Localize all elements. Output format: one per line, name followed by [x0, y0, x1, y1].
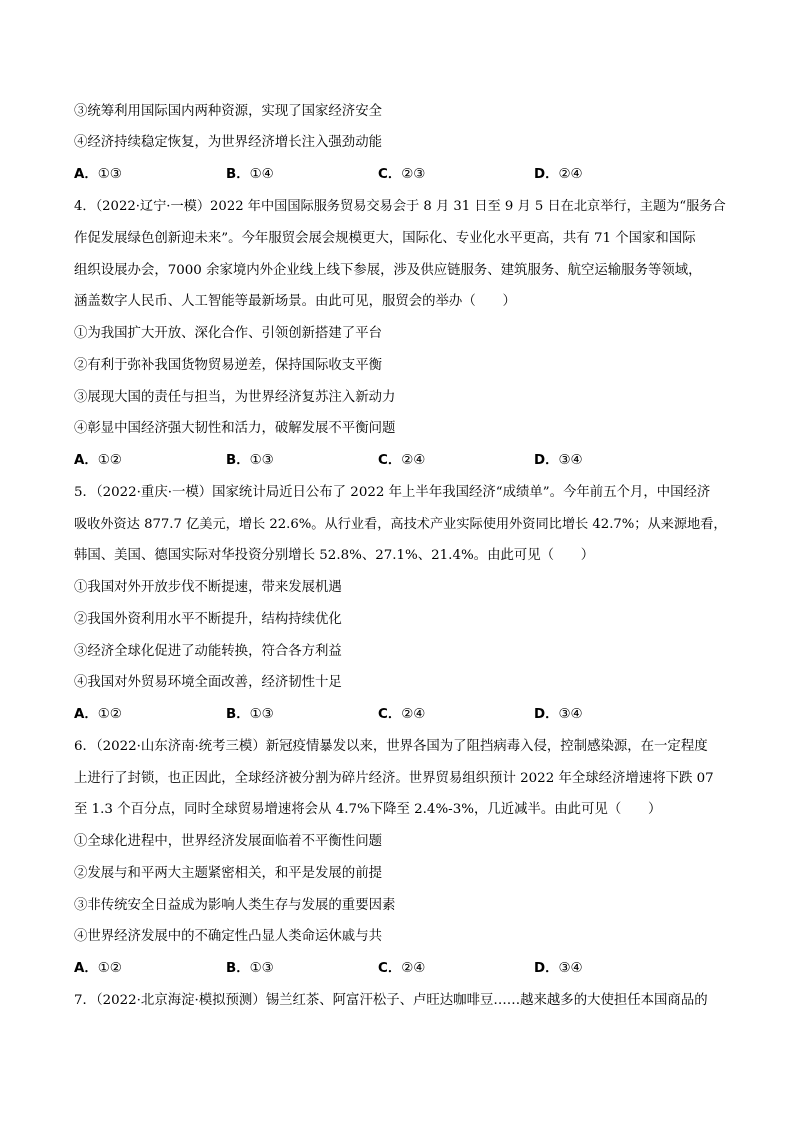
q6-statement-3: ③非传统安全日益成为影响人类生存与发展的重要因素: [74, 898, 396, 913]
q4-stem-line-3: 组织设展办会，7000 余家境内外企业线上线下参展，涉及供应链服务、建筑服务、航空运输服务等领域，: [74, 263, 702, 278]
q5-stem-line-3: 韩国、美国、德国实际对华投资分别增长 52.8%、27.1%、21.4%。由此可见（ ）: [74, 548, 595, 563]
q6-option-a: A．①②: [74, 961, 122, 976]
q6-option-b: B．①③: [226, 961, 274, 976]
q6-stem-line-2: 上进行了封锁，也正因此，全球经济被分割为碎片经济。世界贸易组织预计 2022 年全球经济增速将下跌 07: [74, 771, 714, 786]
q5-option-c: C．②④: [378, 707, 426, 722]
q6-option-d: D．③④: [534, 961, 583, 976]
q4-options: [74, 452, 734, 470]
q3-option-c: C．②③: [378, 167, 426, 182]
q4-option-a: A．①②: [74, 453, 122, 468]
q6-statement-1: ①全球化进程中，世界经济发展面临着不平衡性问题: [74, 834, 382, 849]
q6-option-c: C．②④: [378, 961, 426, 976]
q4-statement-2: ②有利于弥补我国货物贸易逆差，保持国际收支平衡: [74, 358, 382, 373]
q6-stem-line-1: 6．（2022·山东济南·统考三模）新冠疫情暴发以来，世界各国为了阻挡病毒入侵，控制感染源，在一定程度: [74, 739, 708, 754]
q3-statement-3: ③统筹利用国际国内两种资源，实现了国家经济安全: [74, 104, 382, 119]
q4-option-d: D．③④: [534, 453, 583, 468]
q5-statement-2: ②我国外资利用水平不断提升，结构持续优化: [74, 612, 342, 627]
q5-option-a: A．①②: [74, 707, 122, 722]
q6-statement-4: ④世界经济发展中的不确定性凸显人类命运休戚与共: [74, 929, 382, 944]
q5-statement-3: ③经济全球化促进了动能转换，符合各方利益: [74, 644, 342, 659]
q3-options: [74, 166, 734, 184]
q5-stem-line-1: 5．（2022·重庆·一模）国家统计局近日公布了 2022 年上半年我国经济“成绩单”。今年前五个月，中国经济: [74, 485, 711, 500]
q5-statement-1: ①我国对外开放步伐不断提速，带来发展机遇: [74, 580, 342, 595]
q5-stem-line-2: 吸收外资达 877.7 亿美元，增长 22.6%。从行业看，高技术产业实际使用外资同比增长 42.7%；从来源地看，: [74, 517, 727, 532]
q5-options: [74, 706, 734, 724]
q3-option-b: B．①④: [226, 167, 274, 182]
q4-statement-3: ③展现大国的责任与担当，为世界经济复苏注入新动力: [74, 390, 396, 405]
q5-option-b: B．①③: [226, 707, 274, 722]
q6-stem-line-3: 至 1.3 个百分点，同时全球贸易增速将会从 4.7%下降至 2.4%-3%，几近减半。由此可见（ ）: [74, 802, 662, 817]
q4-option-b: B．①③: [226, 453, 274, 468]
q6-options: [74, 960, 734, 978]
q4-option-c: C．②④: [378, 453, 426, 468]
q3-option-d: D．②④: [534, 167, 583, 182]
q4-stem-line-4: 涵盖数字人民币、人工智能等最新场景。由此可见，服贸会的举办（ ）: [74, 294, 516, 309]
q4-stem-line-1: 4．（2022·辽宁·一模）2022 年中国国际服务贸易交易会于 8 月 31 日至 9 月 5 日在北京举行，主题为“服务合: [74, 199, 726, 214]
q4-statement-1: ①为我国扩大开放、深化合作、引领创新搭建了平台: [74, 326, 382, 341]
q6-statement-2: ②发展与和平两大主题紧密相关，和平是发展的前提: [74, 866, 382, 881]
q5-statement-4: ④我国对外贸易环境全面改善，经济韧性十足: [74, 675, 342, 690]
q4-statement-4: ④彰显中国经济强大韧性和活力，破解发展不平衡问题: [74, 421, 396, 436]
q3-option-a: A．①③: [74, 167, 122, 182]
q4-stem-line-2: 作促发展绿色创新迎未来”。今年服贸会展会规模更大，国际化、专业化水平更高，共有 71 个国家和国际: [74, 231, 696, 246]
q5-option-d: D．③④: [534, 707, 583, 722]
q7-stem-line-1: 7．（2022·北京海淀·模拟预测）锡兰红茶、阿富汗松子、卢旺达咖啡豆……越来越多的大使担任本国商品的: [74, 993, 708, 1008]
q3-statement-4: ④经济持续稳定恢复，为世界经济增长注入强劲动能: [74, 135, 382, 150]
